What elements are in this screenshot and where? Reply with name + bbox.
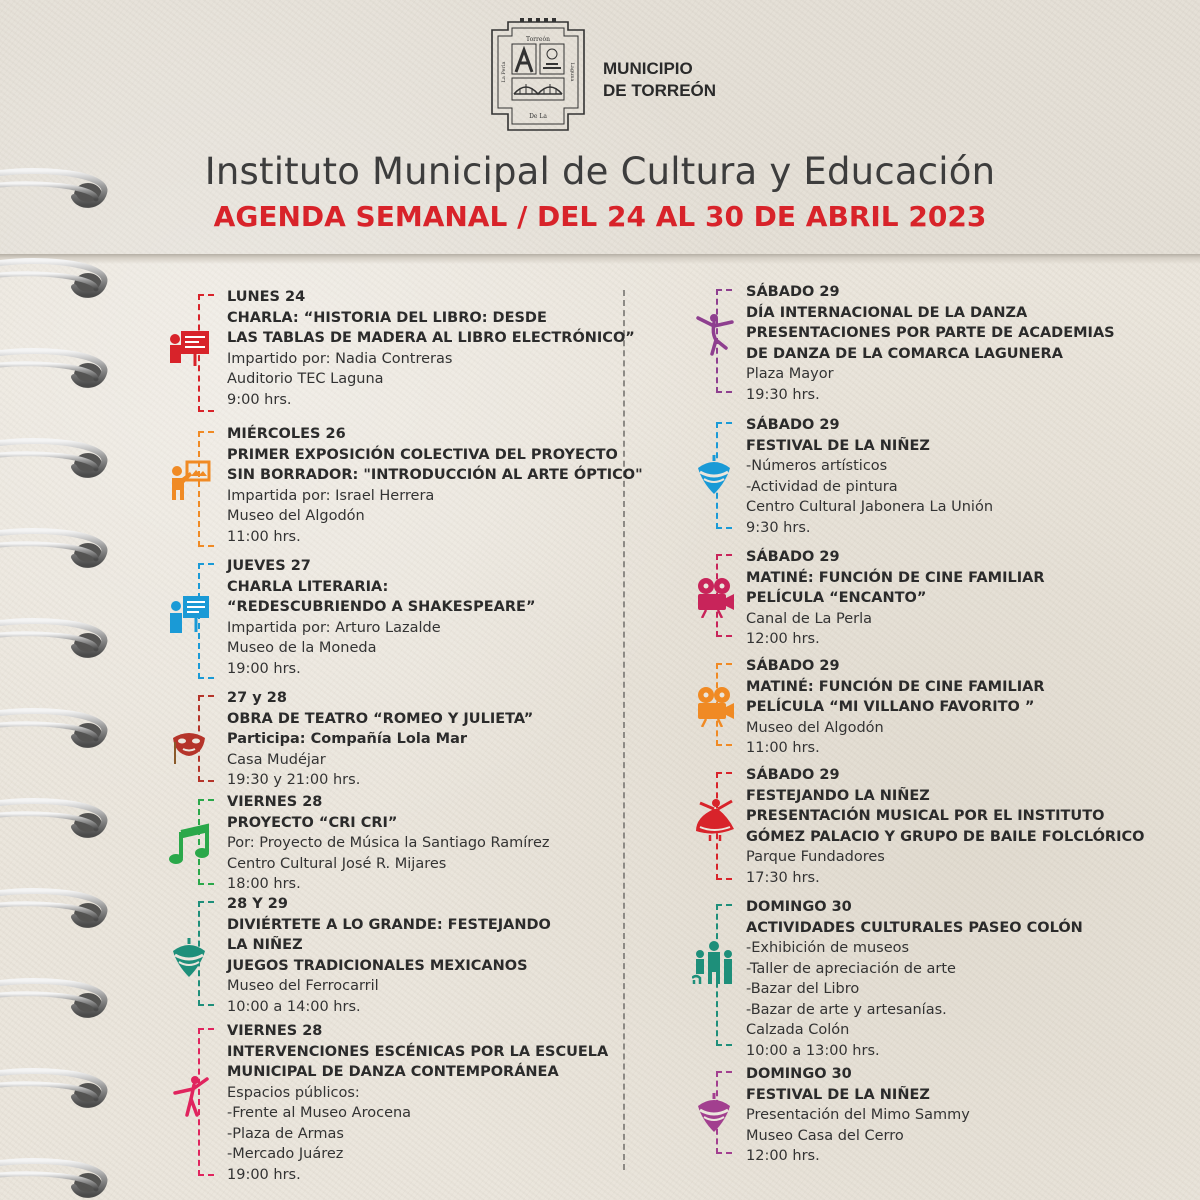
event-text — [746, 415, 993, 538]
event-line: Calzada Colón — [746, 1022, 850, 1038]
event-date: LUNES 24 — [227, 289, 306, 305]
event-line: MATINÉ: FUNCIÓN DE CINE FAMILIAR — [746, 569, 1045, 586]
event-line: PRESENTACIÓN MUSICAL POR EL INSTITUTO — [746, 808, 1105, 824]
event-line: Plaza Mayor — [746, 366, 834, 382]
event-date: SÁBADO 29 — [746, 658, 840, 674]
event-line: MUNICIPAL DE DANZA CONTEMPORÁNEA — [227, 1064, 559, 1080]
municipio-line-1: MUNICIPIO — [603, 59, 693, 78]
event-line: CHARLA LITERARIA: — [227, 578, 389, 595]
event-line: SIN BORRADOR: "INTRODUCCIÓN AL ARTE ÓPTICO" — [227, 467, 643, 483]
art-teacher-icon — [167, 458, 211, 502]
event-line: Espacios públicos: — [227, 1084, 360, 1101]
event-line: -Plaza de Armas — [227, 1125, 344, 1142]
event-line: Impartida por: Arturo Lazalde — [227, 619, 441, 636]
event-line: 19:00 hrs. — [227, 660, 301, 677]
event-line: 19:30 y 21:00 hrs. — [227, 772, 361, 788]
event-right-1 — [716, 284, 1115, 403]
event-line: PROYECTO “CRI CRI” — [227, 814, 398, 831]
event-line: -Números artísticos — [746, 458, 888, 474]
event-text — [746, 656, 1044, 759]
event-text — [746, 765, 1144, 888]
lecture-icon — [167, 592, 211, 636]
event-text — [746, 547, 1044, 650]
event-line: GÓMEZ PALACIO Y GRUPO DE BAILE FOLCLÓRICO — [746, 828, 1145, 845]
event-text — [227, 424, 643, 547]
event-line: 10:00 a 14:00 hrs. — [227, 998, 361, 1015]
event-date: VIERNES 28 — [227, 1023, 323, 1039]
event-left-1 — [198, 289, 635, 412]
event-date: DOMINGO 30 — [746, 1066, 852, 1082]
event-line: 18:00 hrs. — [227, 876, 301, 892]
event-line: DIVIÉRTETE A LO GRANDE: FESTEJANDO — [227, 916, 551, 933]
event-left-2 — [198, 426, 643, 547]
shield-text-top: Torreón — [526, 36, 550, 43]
event-text — [227, 556, 535, 679]
event-line: CHARLA: “HISTORIA DEL LIBRO: DESDE — [227, 309, 547, 326]
municipio-line-2: DE TORREÓN — [603, 81, 717, 100]
event-date: SÁBADO 29 — [746, 284, 840, 300]
event-line: “REDESCUBRIENDO A SHAKESPEARE” — [227, 599, 536, 615]
event-line: 11:00 hrs. — [227, 528, 301, 545]
event-line: Centro Cultural José R. Mijares — [227, 855, 447, 872]
event-text — [746, 1064, 970, 1167]
event-date: MIÉRCOLES 26 — [227, 426, 346, 442]
event-line: -Mercado Juárez — [227, 1146, 344, 1162]
spinning-top-icon — [167, 935, 211, 979]
event-left-3 — [198, 558, 536, 679]
event-date: 27 y 28 — [227, 690, 287, 706]
event-line: FESTIVAL DE LA NIÑEZ — [746, 437, 930, 454]
event-line: Impartido por: Nadia Contreras — [227, 350, 453, 367]
event-date: 28 Y 29 — [227, 896, 288, 912]
event-line: -Taller de apreciación de arte — [746, 960, 956, 977]
event-left-5 — [198, 794, 550, 892]
event-line: 19:30 hrs. — [746, 386, 820, 403]
folk-dancer-icon — [692, 797, 736, 841]
event-line: DÍA INTERNACIONAL DE LA DANZA — [746, 304, 1028, 321]
event-line: Museo del Algodón — [227, 508, 365, 524]
event-line: Canal de La Perla — [746, 610, 873, 627]
event-line: 19:00 hrs. — [227, 1166, 301, 1183]
torreon-shield-logo — [486, 18, 590, 138]
header-divider — [0, 254, 1200, 264]
event-line: Museo del Ferrocarril — [227, 978, 379, 994]
film-camera-icon — [692, 683, 736, 727]
event-right-7 — [716, 1066, 970, 1164]
event-line: 17:30 hrs. — [746, 869, 820, 886]
event-text — [746, 282, 1115, 405]
ballet-dancer-icon — [692, 312, 736, 356]
spinning-top-icon — [692, 452, 736, 496]
event-line: DE DANZA DE LA COMARCA LAGUNERA — [746, 345, 1063, 362]
event-date: SÁBADO 29 — [746, 417, 840, 433]
event-line: Museo de la Moneda — [227, 640, 377, 656]
event-date: SÁBADO 29 — [746, 549, 840, 565]
event-right-3 — [716, 549, 1045, 647]
event-line: Presentación del Mimo Sammy — [746, 1107, 970, 1123]
event-line: 12:00 hrs. — [746, 1148, 820, 1164]
event-line: 10:00 a 13:00 hrs. — [746, 1042, 880, 1059]
event-line: -Bazar del Libro — [746, 981, 860, 997]
event-date: JUEVES 27 — [227, 558, 311, 574]
event-text — [227, 1021, 608, 1185]
theater-mask-icon — [167, 722, 211, 766]
event-text — [746, 897, 1083, 1061]
music-note-icon — [167, 822, 211, 866]
presentation-icon — [167, 325, 211, 369]
event-text — [227, 792, 549, 895]
event-line: FESTEJANDO LA NIÑEZ — [746, 787, 930, 804]
event-line: Museo Casa del Cerro — [746, 1127, 904, 1144]
family-icon — [692, 940, 736, 984]
event-line: -Actividad de pintura — [746, 478, 898, 495]
event-line: FESTIVAL DE LA NIÑEZ — [746, 1086, 930, 1103]
institute-title: Instituto Municipal de Cultura y Educación — [204, 150, 996, 193]
event-line: MATINÉ: FUNCIÓN DE CINE FAMILIAR — [746, 678, 1045, 695]
event-left-6 — [198, 896, 551, 1015]
event-line: 9:00 hrs. — [227, 391, 292, 408]
municipio-label — [603, 58, 716, 102]
event-left-4 — [198, 690, 534, 788]
event-line: Por: Proyecto de Música la Santiago Ramírez — [227, 835, 550, 851]
shield-text-left: La Perla — [501, 61, 507, 83]
event-line: -Exhibición de museos — [746, 940, 910, 956]
event-line: Centro Cultural Jabonera La Unión — [746, 499, 994, 515]
event-date: VIERNES 28 — [227, 794, 323, 810]
event-left-7 — [198, 1023, 609, 1183]
shield-text-bottom: De La — [529, 113, 547, 120]
event-line: OBRA DE TEATRO “ROMEO Y JULIETA” — [227, 710, 534, 727]
event-right-4 — [716, 658, 1045, 756]
event-text — [227, 894, 551, 1017]
event-line: 11:00 hrs. — [746, 740, 820, 756]
event-line: PRIMER EXPOSICIÓN COLECTIVA DEL PROYECTO — [227, 446, 618, 463]
event-line: LA NIÑEZ — [227, 937, 303, 953]
event-line: Participa: Compañía Lola Mar — [227, 731, 468, 747]
event-text — [227, 688, 533, 791]
event-date: DOMINGO 30 — [746, 899, 852, 915]
event-line: PRESENTACIONES POR PARTE DE ACADEMIAS — [746, 325, 1115, 341]
event-line: Casa Mudéjar — [227, 751, 326, 768]
event-right-6 — [716, 899, 1083, 1059]
event-line: PELÍCULA “ENCANTO” — [746, 590, 927, 606]
event-right-2 — [716, 417, 994, 536]
event-line: -Frente al Museo Arocena — [227, 1105, 412, 1121]
event-right-5 — [716, 767, 1145, 886]
column-divider — [623, 290, 625, 1170]
shield-text-right: Laguna — [569, 62, 575, 82]
event-line: ACTIVIDADES CULTURALES PASEO COLÓN — [746, 919, 1083, 936]
event-line: -Bazar de arte y artesanías. — [746, 1001, 947, 1018]
event-line: INTERVENCIONES ESCÉNICAS POR LA ESCUELA — [227, 1043, 609, 1060]
event-line: 9:30 hrs. — [746, 519, 811, 536]
spinning-top-icon — [692, 1090, 736, 1134]
event-line: Museo del Algodón — [746, 719, 884, 736]
event-line: 12:00 hrs. — [746, 631, 820, 647]
event-line: Impartida por: Israel Herrera — [227, 487, 435, 504]
film-camera-icon — [692, 574, 736, 618]
event-text — [227, 287, 635, 410]
event-line: PELÍCULA “MI VILLANO FAVORITO ” — [746, 699, 1035, 715]
event-line: LAS TABLAS DE MADERA AL LIBRO ELECTRÓNICO” — [227, 330, 635, 346]
event-line: JUEGOS TRADICIONALES MEXICANOS — [227, 957, 528, 974]
event-date: SÁBADO 29 — [746, 767, 840, 783]
dancer-icon — [167, 1075, 211, 1119]
agenda-title: AGENDA SEMANAL / DEL 24 AL 30 DE ABRIL 2023 — [213, 200, 987, 233]
event-line: Parque Fundadores — [746, 849, 885, 865]
event-line: Auditorio TEC Laguna — [227, 371, 384, 387]
